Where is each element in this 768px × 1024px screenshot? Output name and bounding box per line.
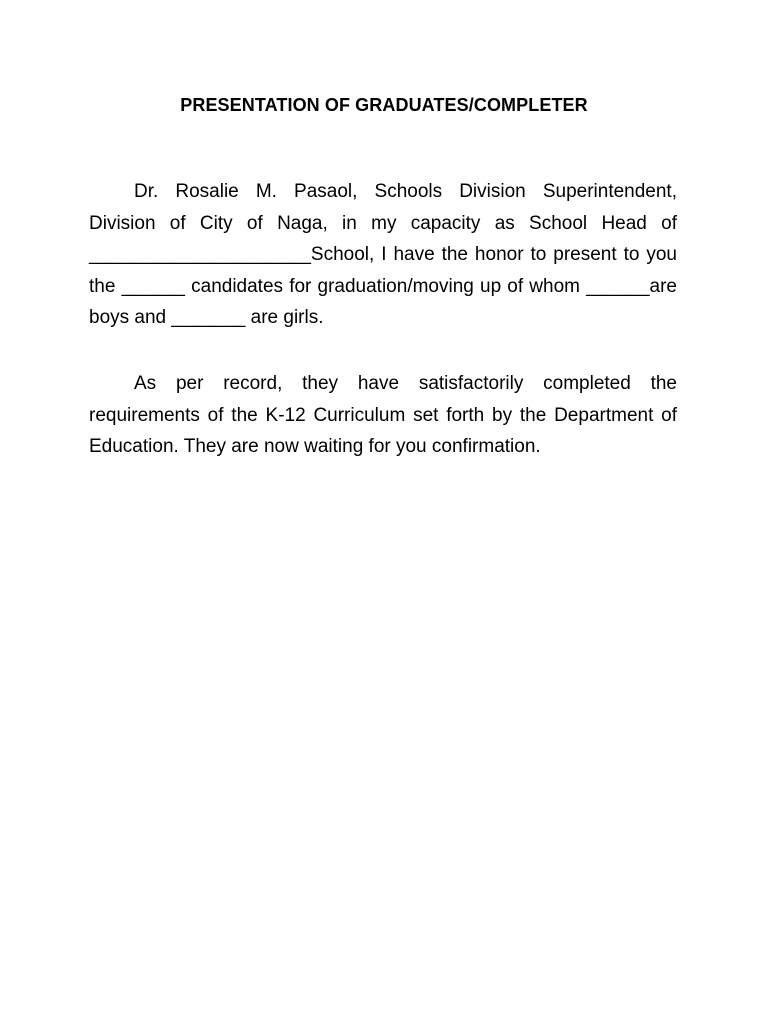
document-title: PRESENTATION OF GRADUATES/COMPLETER [180,95,588,115]
presentation-paragraph: Dr. Rosalie M. Pasaol, Schools Division Superintendent, Division of City of Naga, in my capacity as School Head of _____________________School, I have the honor to present to you the ______ candidates for graduation/moving up of whom ______are boys and _______ are girls. [89,181,677,328]
confirmation-paragraph: As per record, they have satisfactorily completed the requirements of the K-12 Curriculum set forth by the Department of Education. They are now waiting for you confirmation. [89,373,677,457]
